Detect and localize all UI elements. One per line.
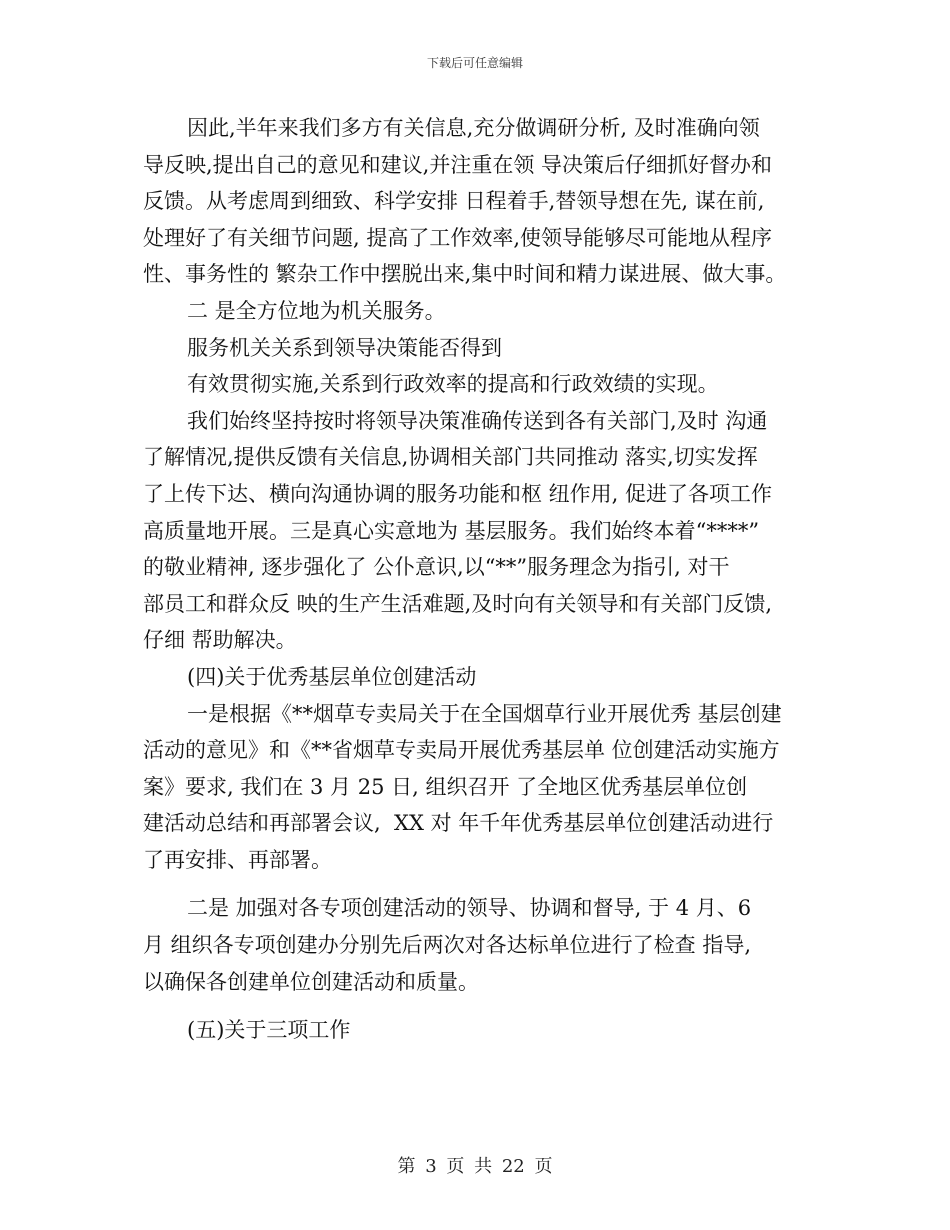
paragraph-line: 导反映,提出自己的意见和建议,并注重在领 导决策后仔细抓好督办和 <box>143 152 773 177</box>
paragraph-line: 性、事务性的 繁杂工作中摆脱出来,集中时间和精力谋进展、做大事。 <box>143 262 787 287</box>
paragraph-line: 服务机关关系到领导决策能否得到 <box>187 335 502 360</box>
paragraph-line: 建活动总结和再部署会议, XX 对 年千年优秀基层单位创建活动进行 <box>143 811 774 836</box>
section-heading: (五)关于三项工作 <box>187 1018 351 1043</box>
paragraph-line: 我们始终坚持按时将领导决策准确传送到各有关部门,及时 沟通 <box>187 408 768 433</box>
paragraph-line: 仔细 帮助解决。 <box>143 628 297 653</box>
paragraph-gap <box>143 878 813 890</box>
paragraph-line: 活动的意见》和《**省烟草专卖局开展优秀基层单 位创建活动实施方 <box>143 738 780 763</box>
section-heading: (四)关于优秀基层单位创建活动 <box>187 664 477 689</box>
paragraph-line: 一是根据《**烟草专卖局关于在全国烟草行业开展优秀 基层创建 <box>187 701 782 726</box>
paragraph-line: 了解情况,提供反馈有关信息,协调相关部门共同推动 落实,切实发挥 <box>143 445 758 470</box>
paragraph-line: 处理好了有关细节问题, 提高了工作效率,使领导能够尽可能地从程序 <box>143 225 773 250</box>
paragraph-line: 了再安排、再部署。 <box>143 847 332 872</box>
paragraph-line: 以确保各创建单位创建活动和质量。 <box>143 969 479 994</box>
paragraph-line: 部员工和群众反 映的生产生活难题,及时向有关领导和有关部门反馈, <box>143 591 773 616</box>
paragraph-line: 案》要求, 我们在 3 月 25 日, 组织召开 了全地区优秀基层单位创 <box>143 774 748 799</box>
paragraph-line: 的敬业精神, 逐步强化了 公仆意识,以“**”服务理念为指引, 对干 <box>143 555 730 580</box>
paragraph-line: 高质量地开展。三是真心实意地为 基层服务。我们始终本着“****” <box>143 518 760 543</box>
page-footer: 第 3 页 共 22 页 <box>397 1156 553 1177</box>
page-header: 下载后可任意编辑 <box>426 56 523 70</box>
document-body <box>143 110 813 1049</box>
paragraph-line: 了上传下达、横向沟通协调的服务功能和枢 纽作用, 促进了各项工作 <box>143 481 773 506</box>
section-heading: 二 是全方位地为机关服务。 <box>187 298 446 323</box>
paragraph-line: 反馈。从考虑周到细致、科学安排 日程着手,替领导想在先, 谋在前, <box>143 189 765 214</box>
paragraph-gap <box>143 1000 813 1012</box>
paragraph-line: 二是 加强对各专项创建活动的领导、协调和督导, 于 4 月、6 <box>187 896 752 921</box>
paragraph-line: 月 组织各专项创建办分别先后两次对各达标单位进行了检查 指导, <box>143 933 752 958</box>
paragraph-line: 有效贯彻实施,关系到行政效率的提高和行政效绩的实现。 <box>187 372 719 397</box>
paragraph-line: 因此,半年来我们多方有关信息,充分做调研分析, 及时准确向领 <box>187 116 760 140</box>
